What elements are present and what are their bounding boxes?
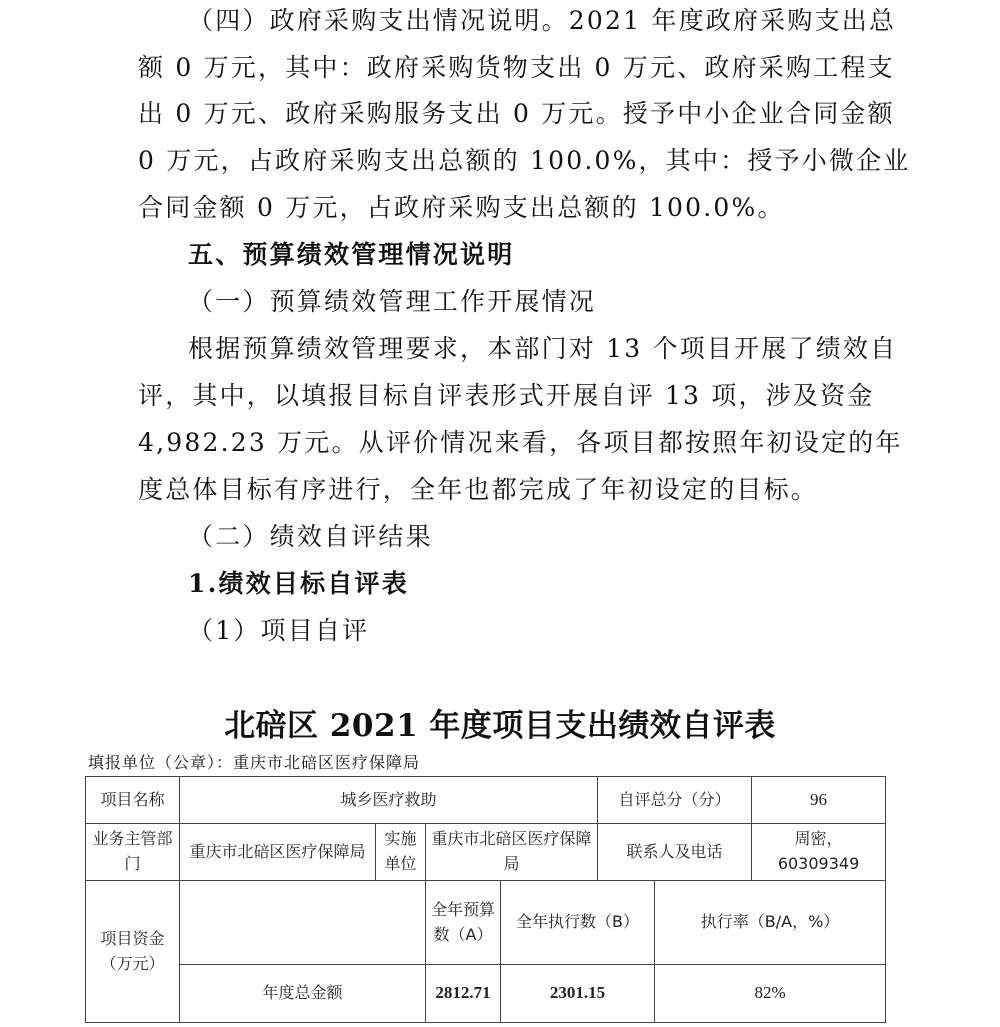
contact-label: 联系人及电话 (598, 824, 752, 881)
table-title: 北碚区 2021 年度项目支出绩效自评表 (224, 708, 776, 744)
fill-unit: 填报单位（公章）：重庆市北碚区医疗保障局 (88, 753, 421, 772)
exec-label: 全年执行数（B） (501, 881, 655, 965)
contact-value: 周密，60309349 (752, 824, 886, 881)
paragraph-line: 度总体目标有序进行，全年也都完成了年初设定的目标。 (138, 475, 819, 504)
paragraph-line: 评，其中，以填报目标自评表形式开展自评 13 项，涉及资金 (138, 381, 875, 410)
rate-label: 执行率（B/A，%） (655, 881, 886, 965)
table-row (86, 824, 886, 881)
annual-total-label: 年度总金额 (180, 965, 426, 1023)
table-row (86, 965, 886, 1023)
total-score: 96 (752, 777, 886, 824)
project-name: 城乡医疗救助 (180, 777, 598, 824)
paragraph-line: （四）政府采购支出情况说明。2021 年度政府采购支出总 (188, 6, 897, 35)
annual-budget: 2812.71 (426, 965, 501, 1023)
self-evaluation-table (85, 776, 886, 1023)
paragraph-line: 合同金额 0 万元，占政府采购支出总额的 100.0%。 (138, 193, 785, 222)
impl-label: 实施单位 (376, 824, 426, 881)
table-row (86, 881, 886, 965)
funds-label: 项目资金（万元） (86, 881, 180, 1023)
blank-cell (180, 881, 426, 965)
paragraph-line: 4,982.23 万元。从评价情况来看，各项目都按照年初设定的年 (138, 428, 903, 457)
dept-label: 业务主管部门 (86, 824, 180, 881)
paragraph-line: 0 万元，占政府采购支出总额的 100.0%，其中：授予小微企业 (138, 146, 911, 175)
paragraph-line: 根据预算绩效管理要求，本部门对 13 个项目开展了绩效自 (188, 334, 898, 363)
project-name-label: 项目名称 (86, 777, 180, 824)
dept-value: 重庆市北碚区医疗保障局 (180, 824, 376, 881)
budget-label: 全年预算数（A） (426, 881, 501, 965)
table-row (86, 777, 886, 824)
paragraph-line: 额 0 万元，其中：政府采购货物支出 0 万元、政府采购工程支 (138, 53, 895, 82)
subsection-heading: （二）绩效自评结果 (188, 522, 433, 551)
section-heading: 五、预算绩效管理情况说明 (188, 240, 515, 269)
annual-exec: 2301.15 (501, 965, 655, 1023)
sub-subsection-heading: 1.绩效目标自评表 (188, 569, 409, 598)
item-heading: （1）项目自评 (188, 616, 370, 645)
paragraph-line: 出 0 万元、政府采购服务支出 0 万元。授予中小企业合同金额 (138, 99, 895, 128)
total-score-label: 自评总分（分） (598, 777, 752, 824)
impl-value: 重庆市北碚区医疗保障局 (426, 824, 598, 881)
subsection-heading: （一）预算绩效管理工作开展情况 (188, 287, 597, 316)
annual-rate: 82% (655, 965, 886, 1023)
